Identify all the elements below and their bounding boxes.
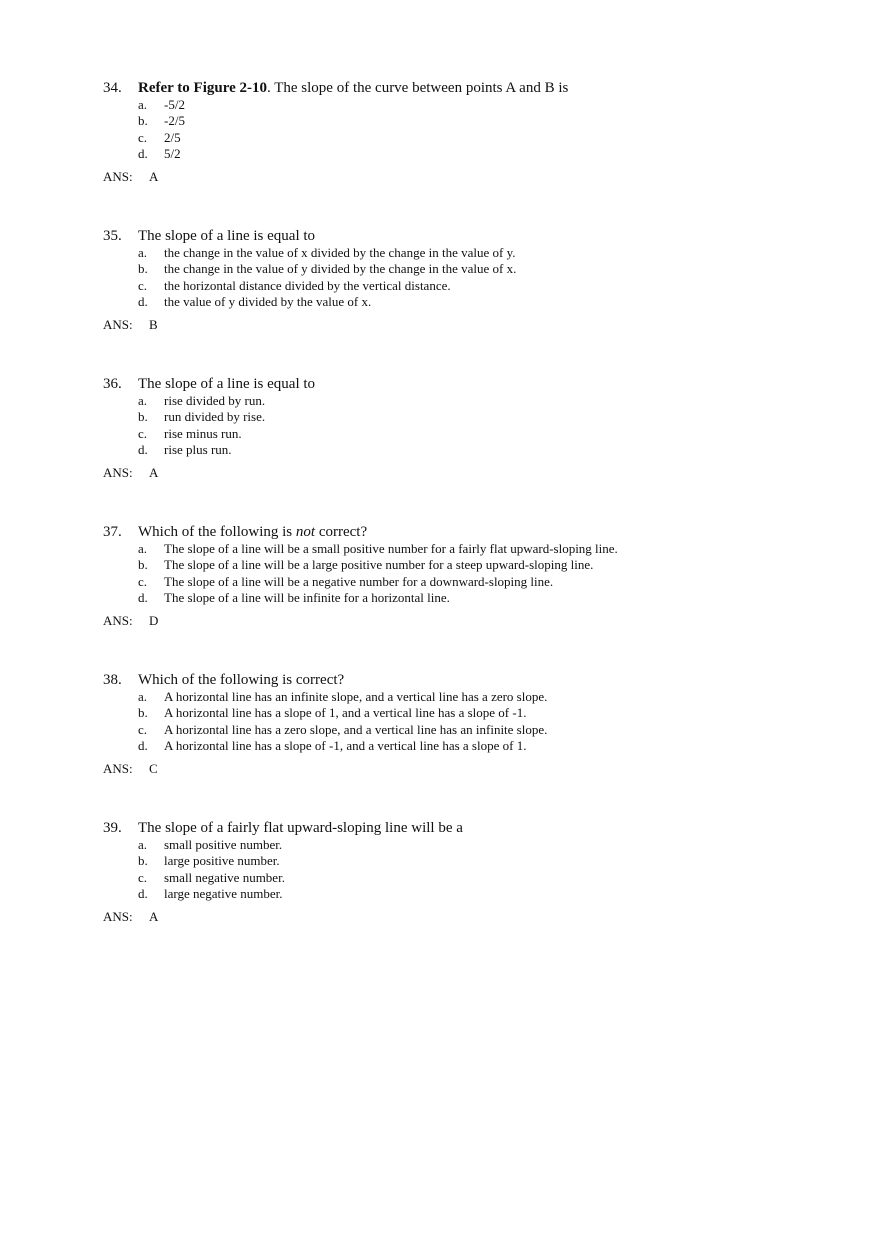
option-c	[103, 574, 803, 590]
option-d	[103, 442, 803, 458]
question-number: 39.	[103, 820, 122, 836]
option-text: 5/2	[164, 145, 181, 161]
answer-value: C	[149, 761, 158, 777]
option-letter: a.	[138, 541, 148, 556]
answer-value: A	[149, 909, 159, 925]
answer-line	[103, 761, 803, 777]
option-letter: b.	[138, 261, 148, 277]
option-letter: b.	[138, 409, 148, 425]
option-b	[103, 261, 803, 277]
option-text: A horizontal line has a slope of 1, and a vertical line has a slope of -1.	[164, 705, 527, 721]
question-number: 37.	[103, 524, 122, 540]
option-text: A horizontal line has an infinite slope, and a vertical line has a zero slope.	[164, 689, 548, 704]
answer-value: A	[149, 169, 159, 185]
option-letter: b.	[138, 557, 148, 573]
option-a	[103, 837, 803, 853]
option-letter: c.	[138, 573, 148, 589]
question-emphasis: not	[295, 524, 316, 540]
question-39	[103, 819, 803, 925]
question-text: Which of the following is	[138, 524, 296, 540]
option-letter: a.	[138, 393, 148, 408]
option-b	[103, 409, 803, 425]
answer-line	[103, 909, 803, 925]
answer-line	[103, 465, 803, 481]
option-text: A horizontal line has a zero slope, and a vertical line has an infinite slope.	[164, 721, 548, 737]
option-text: The slope of a line will be a negative number for a downward-sloping line.	[164, 573, 554, 589]
question-37	[103, 523, 803, 629]
answer-line	[103, 169, 803, 185]
option-b	[103, 705, 803, 721]
option-text: rise minus run.	[164, 425, 242, 441]
option-c	[103, 278, 803, 294]
answer-label: ANS:	[103, 613, 133, 629]
option-a	[103, 689, 803, 705]
option-b	[103, 557, 803, 573]
option-text: rise plus run.	[164, 441, 232, 457]
option-letter: d.	[138, 589, 148, 605]
option-text: rise divided by run.	[164, 393, 266, 408]
answer-line	[103, 317, 803, 333]
question-text: The slope of a line is equal to	[138, 228, 316, 244]
option-d	[103, 146, 803, 162]
option-d	[103, 738, 803, 754]
option-text: The slope of a line will be a large positive number for a steep upward-sloping line.	[164, 557, 594, 573]
option-letter: c.	[138, 721, 148, 737]
question-34	[103, 79, 803, 185]
answer-label: ANS:	[103, 465, 133, 481]
option-c	[103, 130, 803, 146]
answer-label: ANS:	[103, 909, 133, 925]
option-text: run divided by rise.	[164, 409, 266, 425]
answer-value: B	[149, 317, 158, 333]
figure-reference: Refer to Figure 2-10	[138, 80, 267, 96]
option-d	[103, 590, 803, 606]
answer-label: ANS:	[103, 169, 133, 185]
option-text: the value of y divided by the value of x.	[164, 293, 372, 309]
option-letter: d.	[138, 293, 148, 309]
option-text: the change in the value of x divided by the change in the value of y.	[164, 245, 516, 260]
option-letter: b.	[138, 113, 148, 129]
option-text: The slope of a line will be a small positive number for a fairly flat upward-sloping line.	[164, 541, 618, 556]
option-letter: a.	[138, 245, 148, 260]
option-text: the horizontal distance divided by the vertical distance.	[164, 277, 451, 293]
option-text: -2/5	[164, 113, 185, 129]
answer-line	[103, 613, 803, 629]
question-stem	[103, 819, 803, 837]
question-text: The slope of a fairly flat upward-sloping line will be a	[138, 820, 463, 836]
option-letter: d.	[138, 885, 148, 901]
option-letter: d.	[138, 145, 148, 161]
question-text-end: correct?	[315, 524, 368, 540]
option-b	[103, 113, 803, 129]
option-letter: d.	[138, 737, 148, 753]
question-stem	[103, 79, 803, 97]
question-stem	[103, 227, 803, 245]
option-a	[103, 245, 803, 261]
option-a	[103, 541, 803, 557]
option-text: A horizontal line has a slope of -1, and a vertical line has a slope of 1.	[164, 737, 527, 753]
question-number: 34.	[103, 80, 122, 96]
answer-label: ANS:	[103, 761, 133, 777]
option-text: the change in the value of y divided by the change in the value of x.	[164, 261, 517, 277]
option-letter: a.	[138, 97, 148, 112]
option-letter: b.	[138, 853, 148, 869]
question-number: 36.	[103, 376, 122, 392]
option-letter: b.	[138, 705, 148, 721]
question-number: 38.	[103, 672, 122, 688]
option-d	[103, 886, 803, 902]
answer-label: ANS:	[103, 317, 133, 333]
question-36	[103, 375, 803, 481]
option-text: small positive number.	[164, 837, 283, 852]
option-letter: c.	[138, 129, 148, 145]
option-a	[103, 393, 803, 409]
question-text: Which of the following is correct?	[138, 672, 345, 688]
question-stem	[103, 523, 803, 541]
option-letter: a.	[138, 837, 148, 852]
option-a	[103, 97, 803, 113]
question-38	[103, 671, 803, 777]
option-letter: d.	[138, 441, 148, 457]
option-text: large positive number.	[164, 853, 280, 869]
option-text: 2/5	[164, 129, 181, 145]
question-text: The slope of a line is equal to	[138, 376, 316, 392]
question-stem	[103, 671, 803, 689]
question-number: 35.	[103, 228, 122, 244]
option-letter: a.	[138, 689, 148, 704]
option-c	[103, 426, 803, 442]
option-b	[103, 853, 803, 869]
option-c	[103, 870, 803, 886]
answer-value: D	[149, 613, 159, 629]
question-35	[103, 227, 803, 333]
option-text: -5/2	[164, 97, 185, 112]
question-stem	[103, 375, 803, 393]
option-text: large negative number.	[164, 885, 283, 901]
option-letter: c.	[138, 869, 148, 885]
option-d	[103, 294, 803, 310]
option-text: The slope of a line will be infinite for a horizontal line.	[164, 589, 450, 605]
option-letter: c.	[138, 277, 148, 293]
option-c	[103, 722, 803, 738]
option-letter: c.	[138, 425, 148, 441]
question-text: . The slope of the curve between points A and B is	[267, 80, 569, 96]
answer-value: A	[149, 465, 159, 481]
option-text: small negative number.	[164, 869, 285, 885]
